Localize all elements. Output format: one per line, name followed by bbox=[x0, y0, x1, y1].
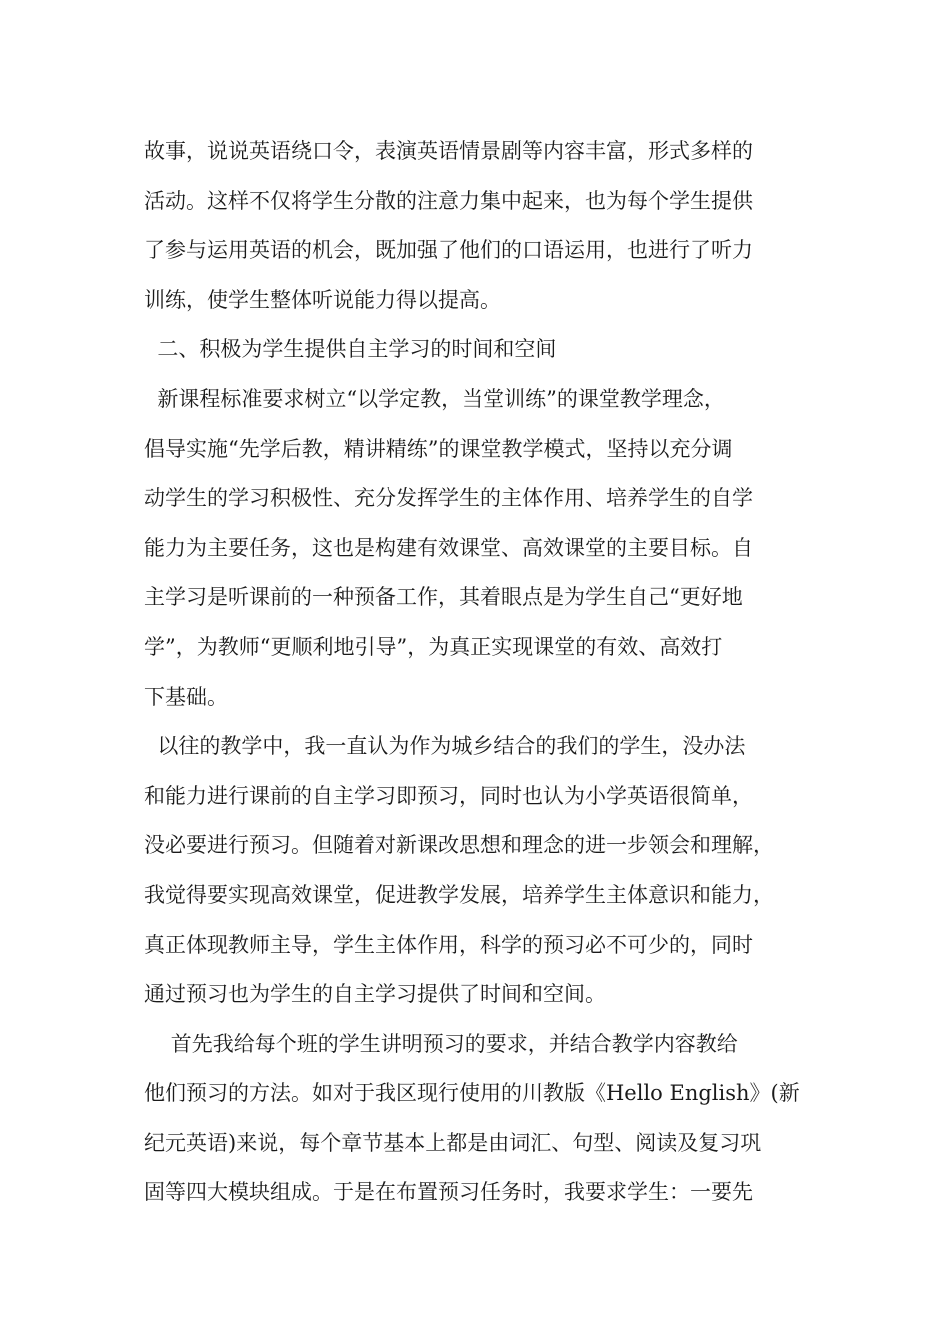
text-line: 主学习是听课前的一种预备工作，其着眼点是为学生自己“更好地 bbox=[144, 585, 743, 610]
text-line: 下基础。 bbox=[144, 684, 228, 709]
text-line: 我觉得要实现高效课堂，促进教学发展，培养学生主体意识和能力， bbox=[144, 882, 774, 907]
text-line: 训练，使学生整体听说能力得以提高。 bbox=[144, 287, 501, 312]
text-line: 以往的教学中，我一直认为作为城乡结合的我们的学生，没办法 bbox=[144, 734, 746, 759]
text-line: 通过预习也为学生的自主学习提供了时间和空间。 bbox=[144, 982, 606, 1007]
text-line: 没必要进行预习。但随着对新课改思想和理念的进一步领会和理解， bbox=[144, 833, 774, 858]
text-line: 动学生的学习积极性、充分发挥学生的主体作用、培养学生的自学 bbox=[144, 486, 753, 511]
text-line: 纪元英语)来说，每个章节基本上都是由词汇、句型、阅读及复习巩 bbox=[144, 1130, 762, 1155]
body-text bbox=[144, 127, 824, 1218]
text-line: 和能力进行课前的自主学习即预习，同时也认为小学英语很简单， bbox=[144, 783, 753, 808]
text-line: 新课程标准要求树立“以学定教，当堂训练”的课堂教学理念， bbox=[144, 386, 725, 411]
text-line: 学”，为教师“更顺利地引导”，为真正实现课堂的有效、高效打 bbox=[144, 634, 723, 659]
text-line: 固等四大模块组成。于是在布置预习任务时，我要求学生：一要先 bbox=[144, 1180, 753, 1205]
text-line: 了参与运用英语的机会，既加强了他们的口语运用，也进行了听力 bbox=[144, 238, 753, 263]
section-heading: 二、积极为学生提供自主学习的时间和空间 bbox=[144, 337, 557, 362]
text-line: 能力为主要任务，这也是构建有效课堂、高效课堂的主要目标。自 bbox=[144, 535, 753, 560]
text-line: 首先我给每个班的学生讲明预习的要求，并结合教学内容教给 bbox=[144, 1031, 738, 1056]
text-line: 活动。这样不仅将学生分散的注意力集中起来，也为每个学生提供 bbox=[144, 188, 753, 213]
text-line: 倡导实施“先学后教，精讲精练”的课堂教学模式，坚持以充分调 bbox=[144, 436, 733, 461]
text-line: 故事，说说英语绕口令，表演英语情景剧等内容丰富，形式多样的 bbox=[144, 139, 753, 163]
text-line: 真正体现教师主导，学生主体作用，科学的预习必不可少的，同时 bbox=[144, 932, 753, 957]
text-line: 他们预习的方法。如对于我区现行使用的川教版《Hello English》(新 bbox=[144, 1081, 800, 1106]
